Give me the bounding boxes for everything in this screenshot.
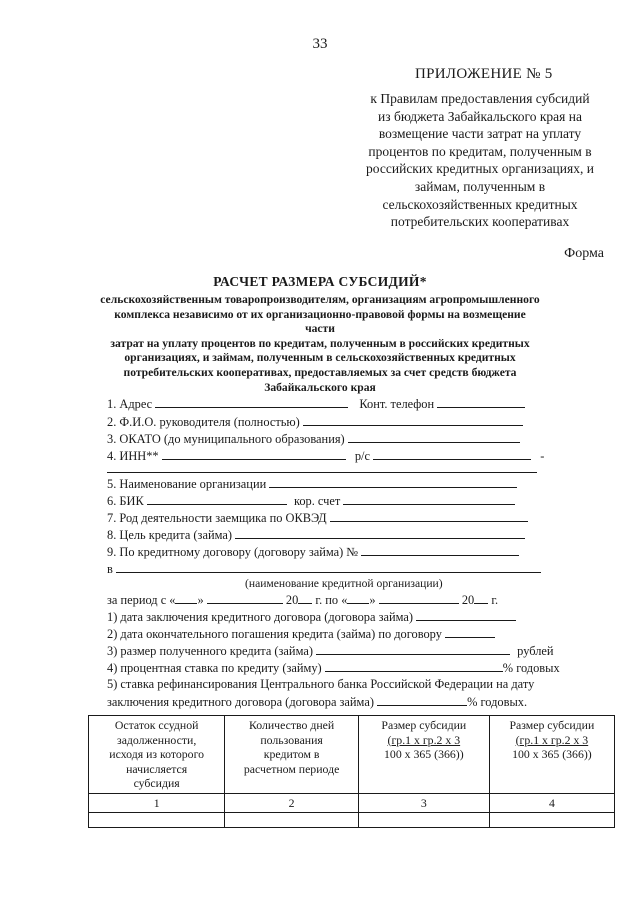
purpose-row [107, 527, 525, 543]
account-field[interactable] [373, 448, 531, 460]
inn-row [107, 448, 544, 464]
table-cell[interactable] [489, 813, 614, 828]
header-line: (гр.1 х гр.2 х 3 [387, 732, 461, 747]
period-end-label: г. [491, 593, 499, 607]
purpose-label: 8. Цель кредита (займа) [107, 528, 232, 542]
period-to-year-field[interactable] [474, 592, 488, 604]
address-row [107, 396, 525, 412]
rubles-label: рублей [517, 644, 554, 658]
refinancing-rate-field[interactable] [377, 694, 467, 706]
refinancing-row-2 [107, 694, 527, 710]
header-line: Размер субсидии [381, 718, 467, 732]
interest-rate-field[interactable] [325, 660, 503, 672]
period-quote: » [369, 593, 376, 607]
account-label: р/с [354, 449, 370, 463]
okved-label: 7. Род деятельности заемщика по ОКВЭД [107, 511, 327, 525]
period-row [107, 592, 498, 608]
period-year-label: 20 [461, 593, 475, 607]
org-name-row [107, 476, 517, 492]
loan-amount-field[interactable] [316, 643, 510, 655]
corr-account-field[interactable] [343, 493, 515, 505]
contract-label: 9. По кредитному договору (договору займа) № [107, 545, 359, 559]
header-line: исходя из которого [109, 747, 205, 761]
contract-date-field[interactable] [416, 609, 516, 621]
appendix-description-line: российских кредитных организациях, и [366, 161, 594, 177]
okved-row [107, 510, 528, 526]
org-name-label: 5. Наименование организации [107, 477, 267, 491]
subtitle-line: затрат на уплату процентов по кредитам, полученным в российских кредитных [110, 336, 530, 350]
bank-name-field[interactable] [116, 561, 541, 573]
address-label: 1. Адрес [107, 397, 153, 411]
subsidy-calculation-table [88, 715, 615, 828]
table-header-cell [358, 716, 489, 794]
phone-field[interactable] [437, 396, 525, 408]
okato-field[interactable] [348, 431, 520, 443]
director-field[interactable] [303, 414, 523, 426]
header-line: Количество дней [248, 718, 335, 732]
header-line: начисляется [126, 761, 188, 776]
period-from-year-field[interactable] [298, 592, 312, 604]
contract-number-field[interactable] [361, 544, 519, 556]
org-name-field[interactable] [269, 476, 517, 488]
appendix-description-line: потребительских кооперативах [390, 214, 570, 230]
period-to-label: г. по « [315, 593, 348, 607]
period-to-month-field[interactable] [379, 592, 459, 604]
repayment-date-row [107, 626, 495, 642]
header-line: задолженности, [117, 732, 197, 747]
inn-field[interactable] [162, 448, 346, 460]
period-from-day-field[interactable] [175, 592, 197, 604]
interest-rate-row [107, 660, 560, 676]
director-label: 2. Ф.И.О. руководителя (полностью) [107, 415, 300, 429]
contract-date-row [107, 609, 516, 625]
header-line: Размер субсидии [509, 718, 595, 732]
period-to-day-field[interactable] [347, 592, 369, 604]
header-line: Остаток ссудной [114, 718, 199, 732]
okved-field[interactable] [330, 510, 528, 522]
header-line: кредитом в [263, 747, 320, 761]
column-number: 3 [358, 793, 489, 813]
column-number: 1 [89, 793, 225, 813]
period-quote: » [197, 593, 204, 607]
repayment-date-label: 2) дата окончательного погашения кредита (займа) по договору [107, 627, 442, 641]
subtitle-line: организациях, и займам, полученным в сельскохозяйственных кредитных [124, 351, 516, 365]
table-header-row [89, 716, 615, 794]
in-prefix: в [107, 562, 113, 576]
form-label: Форма [564, 246, 604, 261]
appendix-description [345, 90, 615, 231]
contract-row [107, 544, 519, 560]
corr-account-label: кор. счет [293, 494, 341, 508]
address-field[interactable] [155, 396, 348, 408]
column-number: 2 [225, 793, 359, 813]
dash: - [540, 449, 545, 463]
table-header-cell [89, 716, 225, 794]
column-number: 4 [489, 793, 614, 813]
contract-date-label: 1) дата заключения кредитного договора (договора займа) [107, 610, 414, 624]
subtitle-line: сельскохозяйственным товаропроизводителям, организациям агропромышленного [100, 293, 540, 306]
subtitle-line: Забайкальского края [264, 380, 376, 394]
appendix-description-line: процентов по кредитам, полученным в [368, 143, 592, 159]
subtitle-line: потребительских кооперативах, предоставляемых за счет средств бюджета [123, 365, 517, 379]
document-subtitle [100, 293, 540, 395]
appendix-title: ПРИЛОЖЕНИЕ № 5 [415, 66, 553, 82]
appendix-description-line: сельскохозяйственных кредитных [382, 196, 578, 212]
okato-row [107, 431, 520, 447]
subtitle-line: комплекса независимо от их организационно-правовой формы на возмещение части [114, 307, 526, 336]
table-header-cell [489, 716, 614, 794]
page-number: 33 [312, 36, 328, 52]
header-line: (гр.1 х гр.2 х 3 [515, 732, 589, 747]
okato-label: 3. ОКАТО (до муниципального образования) [107, 432, 345, 446]
phone-label: Конт. телефон [359, 397, 435, 411]
bank-name-caption: (наименование кредитной организации) [245, 577, 443, 590]
appendix-description-line: из бюджета Забайкальского края на [378, 108, 582, 124]
percent-annual-label: % годовых. [467, 695, 528, 709]
inn-continuation-line[interactable] [107, 472, 537, 473]
period-from-month-field[interactable] [207, 592, 283, 604]
table-header-cell [225, 716, 359, 794]
header-line: субсидия [133, 776, 180, 790]
inn-label: 4. ИНН** [107, 449, 159, 463]
loan-amount-row [107, 643, 554, 659]
period-from-label: за период с « [107, 593, 176, 607]
document-title: РАСЧЕТ РАЗМЕРА СУБСИДИЙ* [213, 274, 427, 289]
purpose-field[interactable] [235, 527, 525, 539]
period-year-label: 20 [285, 593, 299, 607]
bik-field[interactable] [147, 493, 287, 505]
appendix-description-line: к Правилам предоставления субсидий [370, 91, 590, 106]
refinancing-label: заключения кредитного договора (договора займа) [107, 695, 374, 709]
table-cell[interactable] [89, 813, 225, 828]
header-line: 100 х 365 (366)) [512, 747, 592, 761]
table-cell[interactable] [358, 813, 489, 828]
refinancing-row-1: 5) ставка рефинансирования Центрального банка Российской Федерации на дату [107, 677, 535, 691]
interest-rate-label: 4) процентная ставка по кредиту (займу) [107, 661, 322, 675]
bank-row [107, 561, 541, 577]
table-number-row [89, 793, 615, 813]
bik-row [107, 493, 515, 509]
repayment-date-field[interactable] [445, 626, 495, 638]
table-row [89, 813, 615, 828]
appendix-description-line: возмещение части затрат на уплату [378, 126, 582, 142]
table-cell[interactable] [225, 813, 359, 828]
header-line: расчетном периоде [243, 761, 340, 776]
percent-annual-label: % годовых [502, 661, 560, 675]
header-line: 100 х 365 (366)) [384, 747, 464, 761]
appendix-description-line: займам, полученным в [414, 178, 546, 194]
loan-amount-label: 3) размер полученного кредита (займа) [107, 644, 313, 658]
bik-label: 6. БИК [107, 494, 144, 508]
header-line: пользования [260, 732, 323, 747]
director-row [107, 414, 523, 430]
